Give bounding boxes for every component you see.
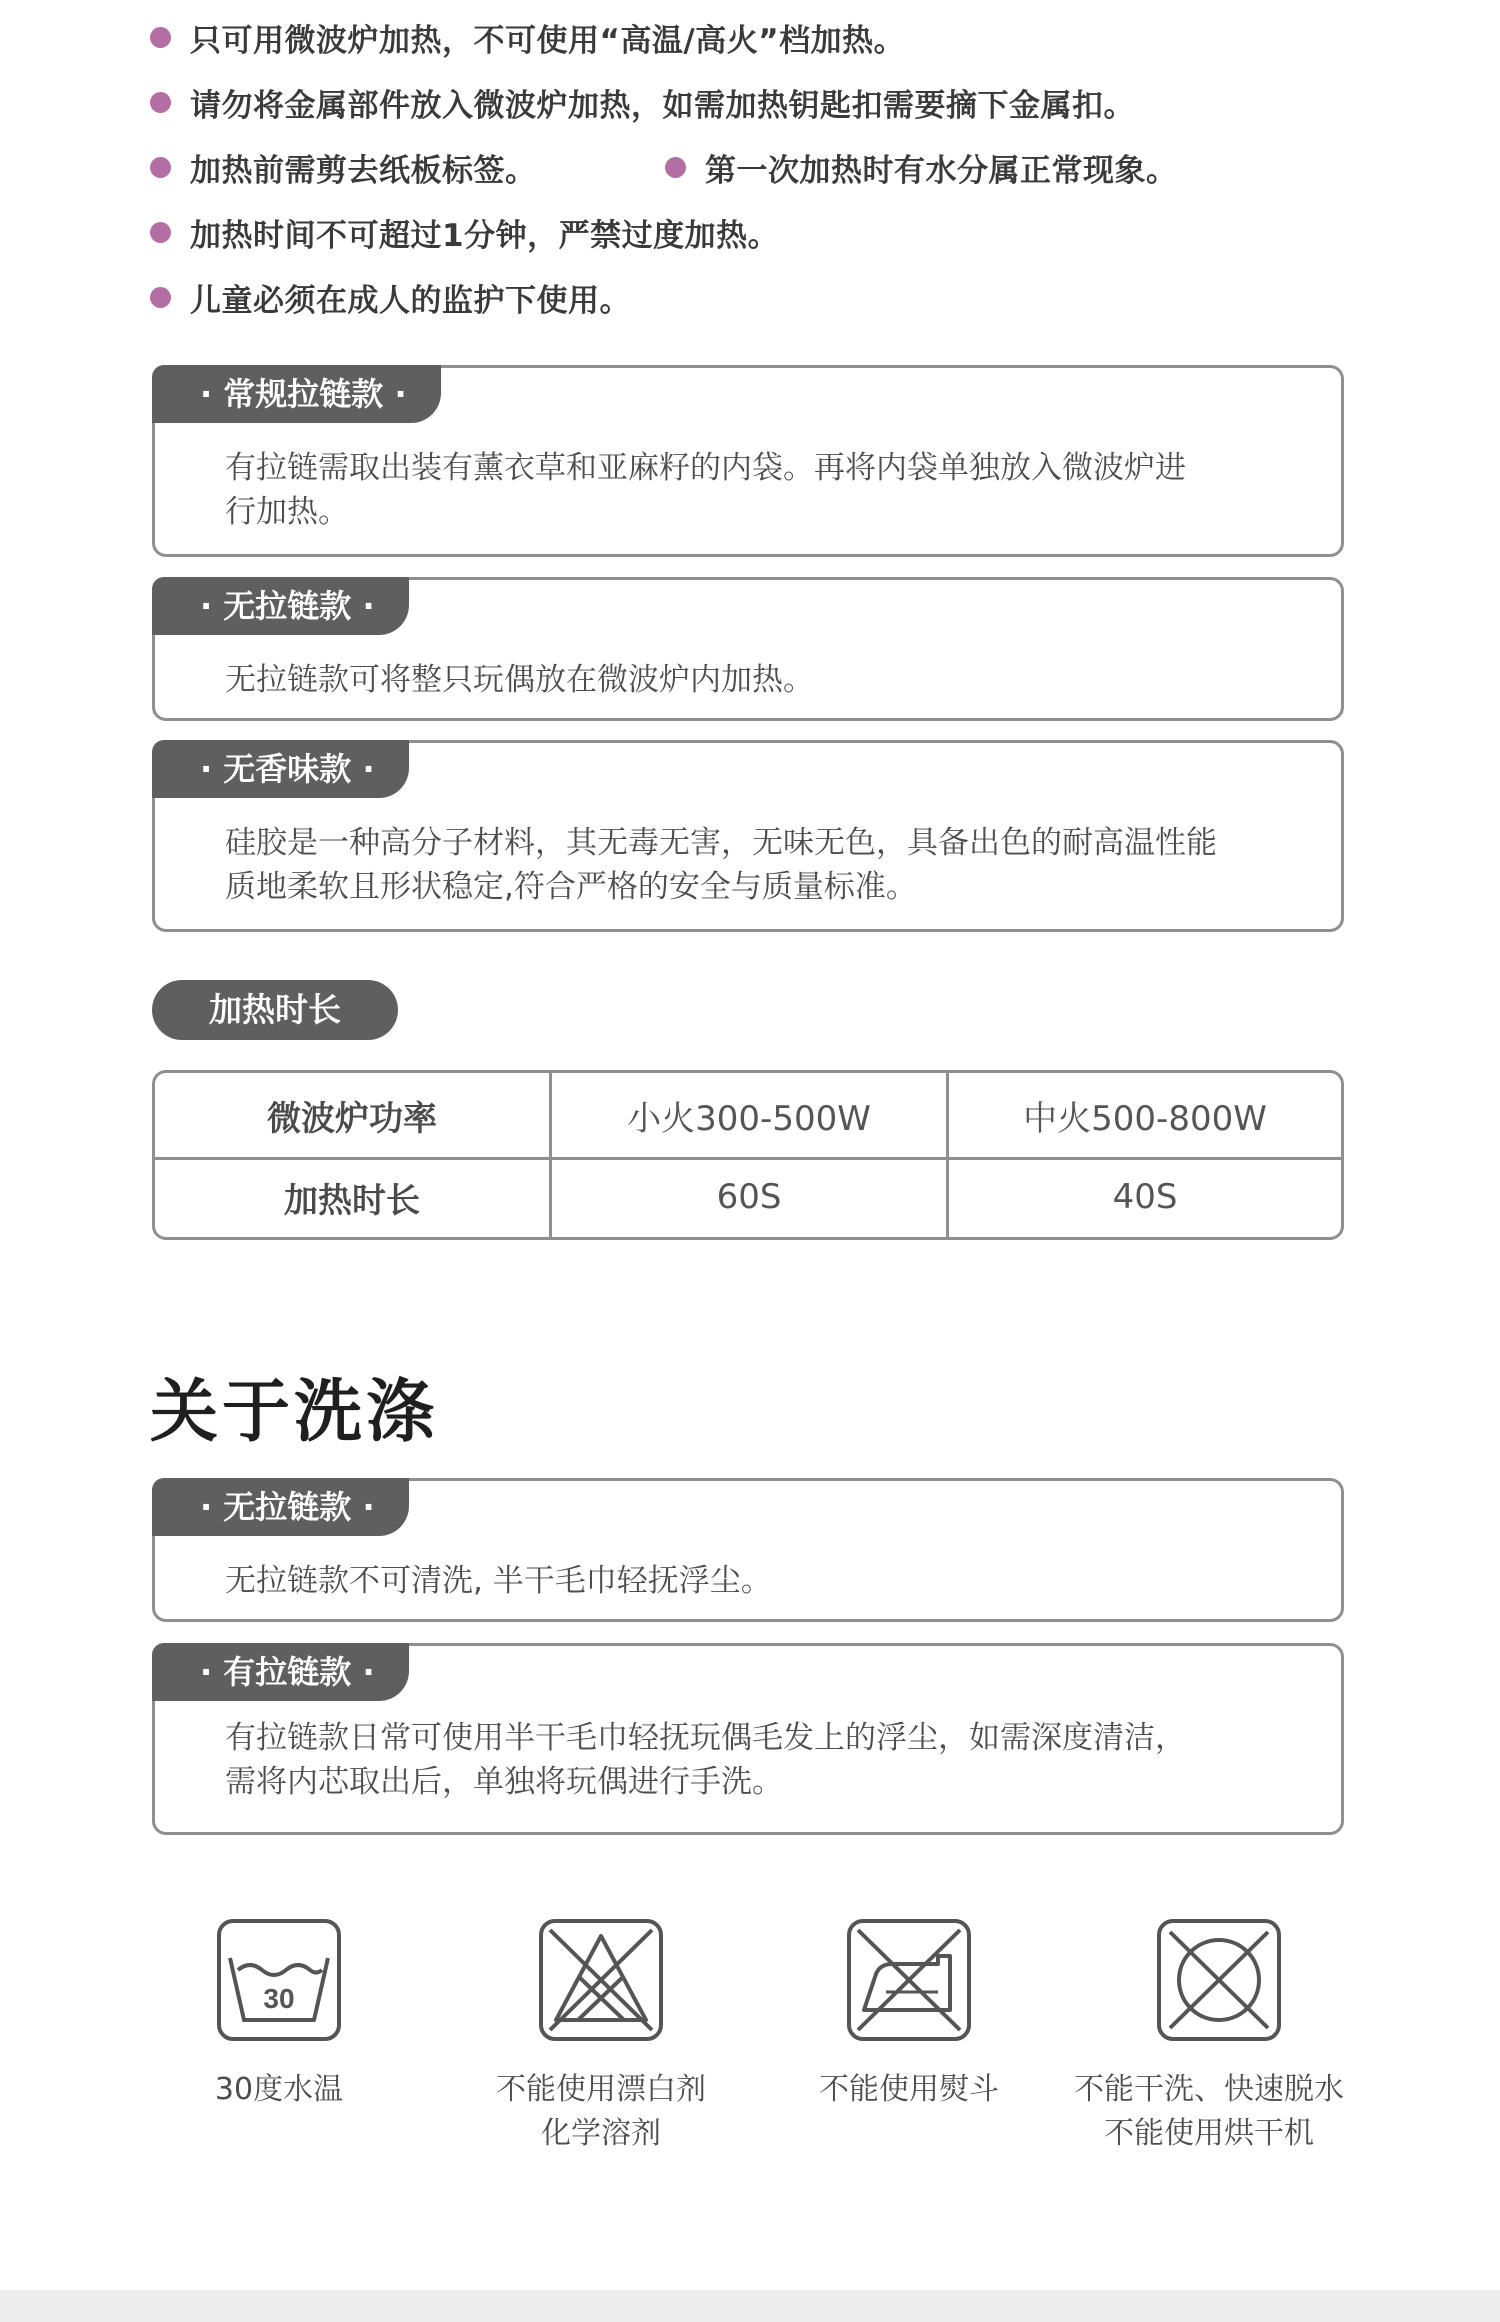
bullet-text: 只可用微波炉加热，不可使用“高温/高火”档加热。 <box>190 22 906 59</box>
no-bleach-icon <box>538 1918 664 2042</box>
table-row <box>155 1157 1341 1237</box>
wash-no-zipper-box <box>152 1478 1344 1622</box>
bullet-text: 请勿将金属部件放入微波炉加热，如需加热钥匙扣需要摘下金属扣。 <box>190 87 1135 124</box>
tag-label: 无香味款 <box>223 750 352 788</box>
tag-dot: · <box>200 375 213 413</box>
box-text-line: 硅胶是一种高分子材料，其无毒无害，无味无色，具备出色的耐高温性能 <box>225 825 1217 861</box>
bullet-text: 加热前需剪去纸板标签。 <box>190 152 537 189</box>
table-row <box>155 1073 1341 1160</box>
box-text-line: 有拉链需取出装有薰衣草和亚麻籽的内袋。再将内袋单独放入微波炉进 <box>225 450 1186 486</box>
box-tag <box>152 365 441 423</box>
bullet-dot-icon <box>150 92 171 113</box>
bullet-text: 加热时间不可超过1分钟，严禁过度加热。 <box>190 217 780 254</box>
box-text-line: 行加热。 <box>225 494 349 530</box>
tag-dot: · <box>362 1653 375 1691</box>
bullet-dot-icon <box>665 157 686 178</box>
box-text <box>225 658 1313 702</box>
tag-label: 有拉链款 <box>223 1653 352 1691</box>
box-text-line: 无拉链款不可清洗, 半干毛巾轻抚浮尘。 <box>225 1563 772 1599</box>
heating-time-table <box>152 1070 1344 1240</box>
caption-line: 不能使用熨斗 <box>819 2072 999 2107</box>
bullet-item <box>150 142 537 192</box>
bullet-item <box>665 142 1178 192</box>
tag-dot: · <box>200 750 213 788</box>
table-cell: 加热时长 <box>155 1157 552 1237</box>
no-zipper-box <box>152 577 1344 721</box>
caption-line: 不能使用烘干机 <box>1104 2116 1314 2151</box>
no-iron-caption <box>744 2068 1074 2112</box>
wash-30-caption <box>114 2068 444 2112</box>
heating-time-pill: 加热时长 <box>152 980 398 1040</box>
caption-line: 化学溶剂 <box>541 2116 661 2151</box>
box-text <box>225 821 1313 909</box>
bullet-dot-icon <box>150 27 171 48</box>
box-text-line: 无拉链款可将整只玩偶放在微波炉内加热。 <box>225 662 814 698</box>
bullet-text: 儿童必须在成人的监护下使用。 <box>190 282 631 319</box>
tag-label: 无拉链款 <box>223 587 352 625</box>
tag-label: 常规拉链款 <box>223 375 384 413</box>
caption-line: 30度水温 <box>214 2072 344 2107</box>
wash-zipper-box <box>152 1643 1344 1835</box>
bullet-dot-icon <box>150 287 171 308</box>
bullet-dot-icon <box>150 157 171 178</box>
wash-30-icon <box>216 1918 342 2042</box>
table-cell: 微波炉功率 <box>155 1073 552 1157</box>
tag-dot: · <box>362 587 375 625</box>
tag-dot: · <box>362 1488 375 1526</box>
bullet-item <box>150 77 1135 127</box>
box-text-line: 需将内芯取出后，单独将玩偶进行手洗。 <box>225 1764 783 1800</box>
box-text-line: 有拉链款日常可使用半干毛巾轻抚玩偶毛发上的浮尘，如需深度清洁， <box>225 1720 1186 1756</box>
box-tag <box>152 1643 409 1701</box>
bullet-item <box>150 272 631 322</box>
bullet-item <box>150 12 905 62</box>
no-bleach-caption <box>436 2068 766 2156</box>
tag-dot: · <box>362 750 375 788</box>
no-dryclean-caption <box>1044 2068 1374 2156</box>
table-cell: 40S <box>1112 1177 1178 1217</box>
box-tag <box>152 1478 409 1536</box>
regular-zipper-box <box>152 365 1344 557</box>
box-text <box>225 446 1313 534</box>
tag-dot: · <box>200 1653 213 1691</box>
no-dryclean-icon <box>1156 1918 1282 2042</box>
wash-temp-number: 30 <box>263 1983 295 2014</box>
box-text <box>225 1559 1313 1603</box>
bullet-item <box>150 207 779 257</box>
unscented-box <box>152 740 1344 932</box>
box-tag <box>152 740 409 798</box>
tag-dot: · <box>394 375 407 413</box>
caption-line: 不能使用漂白剂 <box>496 2072 706 2107</box>
tag-dot: · <box>200 587 213 625</box>
box-text-line: 质地柔软且形状稳定,符合严格的安全与质量标准。 <box>225 869 917 905</box>
table-cell: 小火300-500W <box>552 1073 949 1157</box>
box-text <box>225 1716 1313 1804</box>
caption-line: 不能干洗、快速脱水 <box>1074 2072 1344 2107</box>
table-cell: 60S <box>552 1157 949 1237</box>
box-tag <box>152 577 409 635</box>
tag-dot: · <box>200 1488 213 1526</box>
footer-band <box>0 2290 1500 2322</box>
tag-label: 无拉链款 <box>223 1488 352 1526</box>
bullet-dot-icon <box>150 222 171 243</box>
no-iron-icon <box>846 1918 972 2042</box>
bullet-text: 第一次加热时有水分属正常现象。 <box>705 152 1178 189</box>
washing-title: 关于洗涤 <box>150 1373 439 1452</box>
table-cell: 中火500-800W <box>1023 1098 1267 1139</box>
